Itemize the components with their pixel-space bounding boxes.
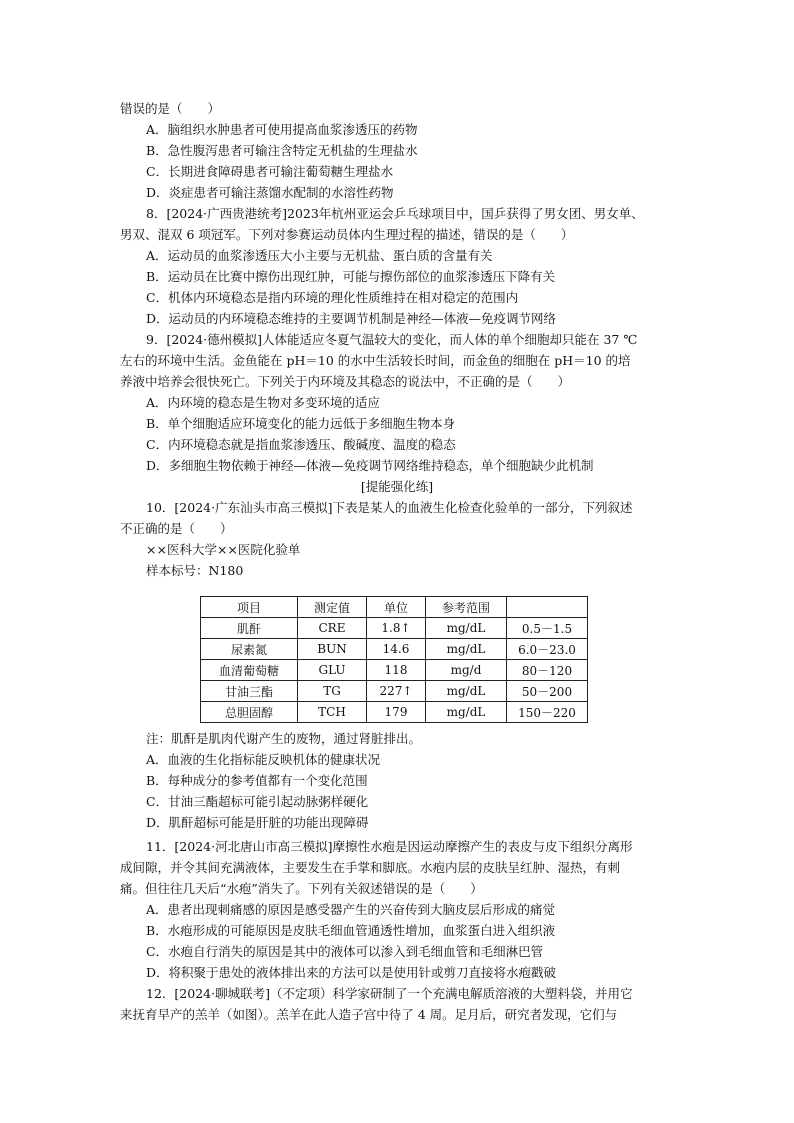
q11-stem-line3: 痛。但往往几天后“水疱”消失了。下列有关叙述错误的是（ ） xyxy=(120,881,483,896)
q9-stem-line3: 养液中培养会很快死亡。下列关于内环境及其稳态的说法中，不正确的是（ ） xyxy=(120,374,571,389)
q8-option-a: A．运动员的血浆渗透压大小主要与无机盐、蛋白质的含量有关 xyxy=(146,248,493,263)
q7-stem-tail: 错误的是（ ） xyxy=(120,101,221,116)
table-cell: 血清葡萄糖 xyxy=(201,660,298,681)
table-cell: 150－220 xyxy=(507,702,588,723)
table-cell: 0.5－1.5 xyxy=(507,618,588,639)
q8-option-c: C．机体内环境稳态是指内环境的理化性质维持在相对稳定的范围内 xyxy=(146,290,519,305)
table-cell: 6.0－23.0 xyxy=(507,639,588,660)
q8-option-d: D．运动员的内环境稳态维持的主要调节机制是神经—体液—免疫调节网络 xyxy=(146,311,557,326)
table-cell: 总胆固醇 xyxy=(201,702,298,723)
table-cell: TG xyxy=(298,681,367,702)
table-cell: GLU xyxy=(298,660,367,681)
section-heading: [提能强化练] xyxy=(360,479,434,494)
q7-option-b: B．急性腹泻患者可输注含特定无机盐的生理盐水 xyxy=(146,143,418,158)
q7-option-d: D．炎症患者可输注蒸馏水配制的水溶性药物 xyxy=(146,185,394,200)
q8-stem-line1: 8．[2024·广西贵港统考]2023年杭州亚运会乒乓球项目中，国乒获得了男女团、男女单、 xyxy=(146,206,644,221)
q9-option-a: A．内环境的稳态是生物对多变环境的适应 xyxy=(146,395,381,410)
q11-option-b: B．水疱形成的可能原因是皮肤毛细血管通透性增加，血浆蛋白进入组织液 xyxy=(146,923,556,938)
table-row xyxy=(201,618,588,639)
q11-option-d: D．将积聚于患处的液体排出来的方法可以是使用针或剪刀直接将水疱戳破 xyxy=(146,965,557,980)
table-cell: mg/dL xyxy=(426,681,507,702)
q11-option-c: C．水疱自行消失的原因是其中的液体可以渗入到毛细血管和毛细淋巴管 xyxy=(146,944,544,959)
table-cell: 118 xyxy=(367,660,426,681)
lab-report-title: ××医科大学××医院化验单 xyxy=(146,542,301,557)
q10-option-a: A．血液的生化指标能反映机体的健康状况 xyxy=(146,752,381,767)
table-cell: CRE xyxy=(298,618,367,639)
q11-stem-line2: 成间隙，并令其间充满液体，主要发生在手掌和脚底。水疱内层的皮肤呈红肿、湿热，有刺 xyxy=(120,860,621,875)
table-row xyxy=(201,702,588,723)
header-cell: 测定值 xyxy=(298,597,367,618)
q12-stem-line1: 12．[2024·聊城联考]（不定项）科学家研制了一个充满电解质溶液的大塑料袋，并用它 xyxy=(146,986,633,1001)
q10-stem-line1: 10．[2024·广东汕头市高三模拟]下表是某人的血液生化检查化验单的一部分，下列叙述 xyxy=(146,500,633,515)
table-cell: TCH xyxy=(298,702,367,723)
table-cell: 50－200 xyxy=(507,681,588,702)
q10-option-d: D．肌酐超标可能是肝脏的功能出现障碍 xyxy=(146,815,369,830)
q11-option-a: A．患者出现刺痛感的原因是感受器产生的兴奋传到大脑皮层后形成的痛觉 xyxy=(146,902,556,917)
table-cell: 179 xyxy=(367,702,426,723)
table-cell: BUN xyxy=(298,639,367,660)
header-cell: 项目 xyxy=(201,597,298,618)
q10-option-c: C．甘油三酯超标可能引起动脉粥样硬化 xyxy=(146,794,369,809)
table-cell: mg/dL xyxy=(426,618,507,639)
q9-stem-line2: 左右的环境中生活。金鱼能在 pH＝10 的水中生活较长时间，而金鱼的细胞在 pH＝10 的培 xyxy=(120,353,631,368)
table-cell: 尿素氮 xyxy=(201,639,298,660)
table-cell: 肌酐 xyxy=(201,618,298,639)
sample-number: 样本标号：N180 xyxy=(146,563,244,578)
table-cell: mg/dL xyxy=(426,702,507,723)
q10-stem-line2: 不正确的是（ ） xyxy=(120,521,233,536)
header-cell xyxy=(507,597,588,618)
table-row xyxy=(201,639,588,660)
table-cell: 甘油三酯 xyxy=(201,681,298,702)
q7-option-c: C．长期进食障碍患者可输注葡萄糖生理盐水 xyxy=(146,164,394,179)
q10-option-b: B．每种成分的参考值都有一个变化范围 xyxy=(146,773,368,788)
table-cell: mg/dL xyxy=(426,639,507,660)
lab-results-table xyxy=(200,596,588,723)
q9-option-d: D．多细胞生物依赖于神经—体液—免疫调节网络维持稳态，单个细胞缺少此机制 xyxy=(146,458,594,473)
table-cell: 1.8↑ xyxy=(367,618,426,639)
table-cell: 14.6 xyxy=(367,639,426,660)
table-cell: 227↑ xyxy=(367,681,426,702)
q9-option-b: B．单个细胞适应环境变化的能力远低于多细胞生物本身 xyxy=(146,416,456,431)
table-header-row xyxy=(201,597,588,618)
q7-option-a: A．脑组织水肿患者可使用提高血浆渗透压的药物 xyxy=(146,122,418,137)
q11-stem-line1: 11．[2024·河北唐山市高三模拟]摩擦性水疱是因运动摩擦产生的表皮与皮下组织分离形 xyxy=(146,839,633,854)
q9-stem-line1: 9．[2024·德州模拟]人体能适应冬夏气温较大的变化，而人体的单个细胞却只能在 37 ℃ xyxy=(146,332,638,347)
table-row xyxy=(201,660,588,681)
table-cell: mg/d xyxy=(426,660,507,681)
q8-stem-line2: 男双、混双 6 项冠军。下列对参赛运动员体内生理过程的描述，错误的是（ ） xyxy=(120,227,574,242)
table-note: 注：肌酐是肌肉代谢产生的废物，通过肾脏排出。 xyxy=(146,731,422,746)
q8-option-b: B．运动员在比赛中擦伤出现红肿，可能与擦伤部位的血浆渗透压下降有关 xyxy=(146,269,556,284)
table-row xyxy=(201,681,588,702)
header-cell: 参考范围 xyxy=(426,597,507,618)
table-cell: 80－120 xyxy=(507,660,588,681)
q12-stem-line2: 来抚育早产的羔羊（如图）。羔羊在此人造子宫中待了 4 周。足月后，研究者发现，它们与 xyxy=(120,1007,618,1022)
q9-option-c: C．内环境稳态就是指血浆渗透压、酸碱度、温度的稳态 xyxy=(146,437,456,452)
header-cell: 单位 xyxy=(367,597,426,618)
